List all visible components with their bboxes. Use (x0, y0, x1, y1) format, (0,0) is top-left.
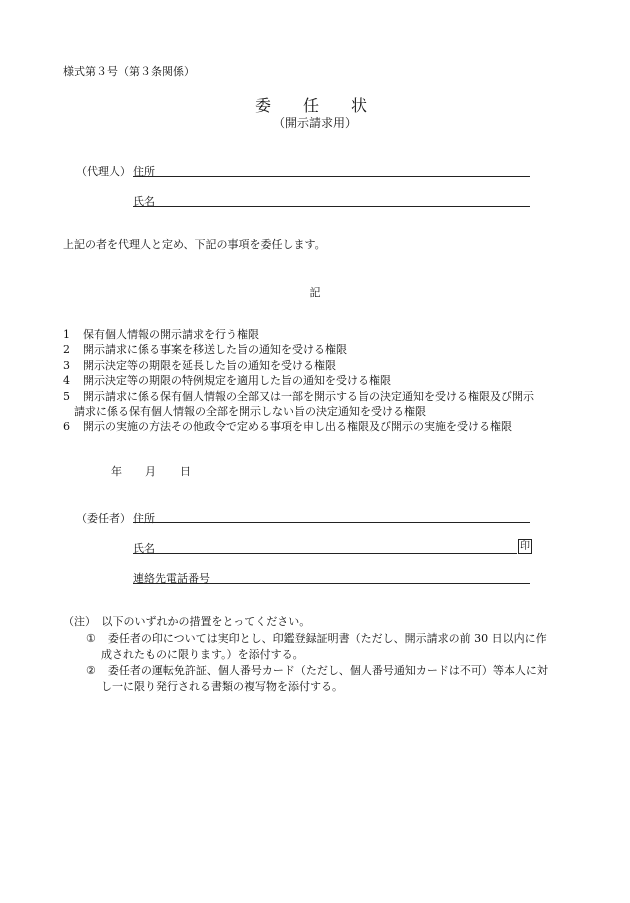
delegation-statement: 上記の者を代理人と定め、下記の事項を委任します。 (63, 238, 326, 251)
principal-phone-label: 連絡先電話番号 (133, 572, 210, 585)
item-text: 開示決定等の期限の特例規定を適用した旨の通知を受ける権限 (83, 374, 391, 388)
list-item (63, 389, 573, 404)
date-month-label: 月 (145, 465, 156, 478)
date-year-label: 年 (111, 465, 122, 478)
item-number: 5 (63, 389, 70, 403)
document-title: 委 任 状 (254, 96, 375, 115)
seal-box: 印 (520, 541, 530, 552)
item-number: 4 (63, 374, 70, 388)
note-text: 委任者の印については実印とし、印鑑登録証明書（ただし、開示請求の前 30 日以内に作 (107, 632, 547, 645)
list-item (63, 358, 573, 373)
principal-address-label: 住所 (133, 512, 155, 525)
list-item (63, 342, 573, 357)
agent-name-line[interactable] (133, 206, 530, 207)
note-text: 委任者の運転免許証、個人番号カード（ただし、個人番号通知カードは不可）等本人に対 (107, 664, 548, 677)
date-day-label: 日 (180, 465, 191, 478)
agent-section-label: （代理人） (76, 165, 131, 178)
item-number: 3 (63, 358, 70, 372)
item-number: 2 (63, 343, 70, 357)
list-item (63, 327, 573, 342)
note-item (86, 662, 548, 678)
note-item (86, 630, 547, 646)
note-text-continuation: し一に限り発行される書類の複写物を添付する。 (101, 680, 343, 693)
item-text: 保有個人情報の開示請求を行う権限 (83, 328, 259, 341)
item-text: 開示の実施の方法その他政令で定める事項を申し出る権限及び開示の実施を受ける権限 (83, 420, 512, 434)
item-text: 開示請求に係る事案を移送した旨の通知を受ける権限 (83, 343, 347, 357)
list-item (63, 373, 573, 388)
agent-address-label: 住所 (133, 165, 155, 178)
item-number: 1 (63, 328, 70, 341)
authority-list (63, 327, 573, 435)
list-item (63, 419, 573, 434)
principal-phone-line[interactable] (133, 583, 530, 584)
note-marker: ② (86, 664, 96, 677)
document-subtitle: （開示請求用） (272, 116, 357, 130)
item-text: 開示決定等の期限を延長した旨の通知を受ける権限 (83, 358, 336, 372)
agent-name-label: 氏名 (133, 195, 155, 208)
notes-heading: （注） 以下のいずれかの措置をとってください。 (63, 615, 311, 628)
note-marker: ① (86, 632, 96, 645)
form-number: 様式第３号（第３条関係） (63, 65, 195, 78)
principal-name-line[interactable] (133, 553, 517, 554)
principal-address-line[interactable] (133, 522, 530, 523)
item-text: 開示請求に係る保有個人情報の全部又は一部を開示する旨の決定通知を受ける権限及び開示 (83, 389, 534, 403)
ki-heading: 記 (309, 286, 321, 299)
agent-address-line[interactable] (133, 176, 530, 177)
item-number: 6 (63, 420, 70, 434)
principal-section-label: （委任者） (76, 512, 131, 525)
list-item-continuation: 請求に係る保有個人情報の全部を開示しない旨の決定通知を受ける権限 (74, 405, 426, 419)
note-text-continuation: 成されたものに限ります。）を添付する。 (101, 648, 304, 661)
principal-name-label: 氏名 (133, 542, 155, 555)
